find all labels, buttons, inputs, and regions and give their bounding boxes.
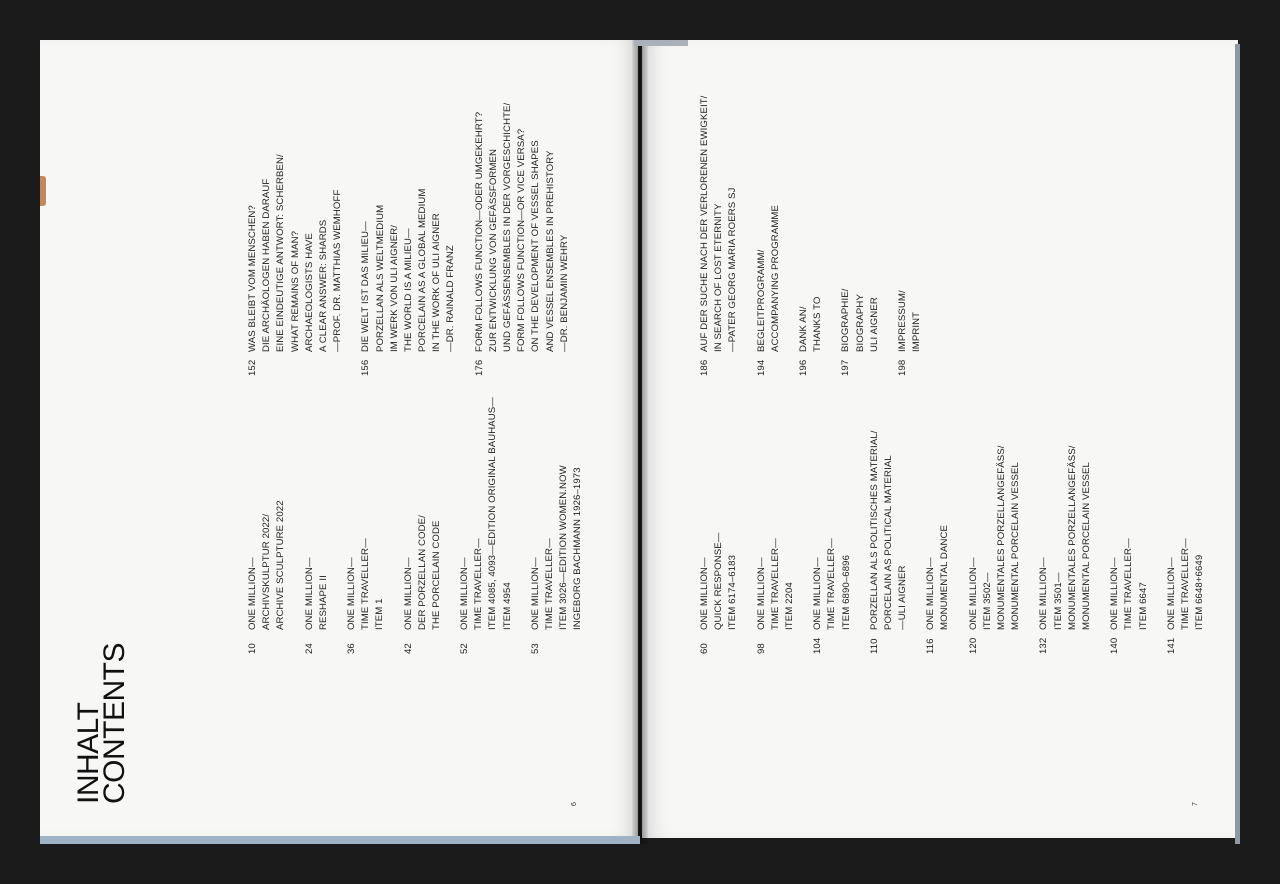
toc-entry: [402, 397, 445, 654]
toc-line: —PATER GEORG MARIA ROERS SJ: [727, 187, 739, 352]
contents-title: [72, 643, 131, 804]
toc-entry-title: [1108, 538, 1151, 630]
toc-entry-title: [924, 525, 952, 630]
toc-line: DIE WELT IST DAS MILIEU—: [360, 221, 372, 352]
toc-entry-title: [359, 189, 458, 352]
toc-line: TIME TRAVELLER—: [360, 538, 372, 630]
toc-page-number: 196: [797, 359, 809, 376]
toc-line: IM WERK VON ULI AIGNER/: [388, 224, 400, 352]
toc-entry-title: [797, 297, 825, 352]
toc-entry: [797, 96, 825, 376]
toc-line: BIOGRAPHY: [854, 294, 866, 352]
toc-page-number: 140: [1109, 637, 1121, 654]
toc-line: IMPRESSUM/: [896, 290, 908, 352]
toc-line: ONE MILLION—: [247, 557, 258, 630]
toc-entry-title: [896, 290, 924, 352]
toc-line: BIOGRAPHIE/: [840, 288, 852, 352]
toc-line: —ULI AIGNER: [897, 565, 909, 630]
toc-line: THE PORCELAIN CODE: [430, 520, 442, 630]
toc-entry-title: [246, 500, 289, 630]
toc-entry-title: [458, 397, 515, 630]
toc-right-upper: [698, 96, 924, 376]
toc-line: TIME TRAVELLER—: [544, 538, 555, 630]
toc-entry: [246, 397, 289, 654]
toc-line: THANKS TO: [812, 296, 824, 352]
toc-entry: [529, 397, 586, 654]
folio-right: 7: [1192, 802, 1199, 806]
toc-line: PORZELLAN ALS POLITISCHES MATERIAL/: [868, 430, 880, 630]
toc-left-lower: [246, 397, 586, 654]
toc-page-number: 116: [925, 638, 937, 654]
toc-entry-title: [698, 533, 741, 630]
toc-line: ITEM 6648+6649: [1194, 554, 1206, 630]
toc-entry: [967, 430, 1024, 654]
toc-line: UND GEFÄSSENSEMBLES IN DER VORGESCHICHTE/: [502, 102, 513, 352]
toc-page-number: 120: [967, 637, 979, 654]
toc-entry-title: [529, 465, 586, 630]
toc-entry: [811, 430, 854, 654]
toc-page-number: 42: [402, 643, 414, 654]
toc-line: IN SEARCH OF LOST ETERNITY: [713, 203, 725, 352]
toc-entry: [303, 397, 331, 654]
page-block-edge: [1235, 44, 1240, 844]
toc-line: ONE MILLION—: [812, 557, 824, 630]
toc-line: MONUMENTAL DANCE: [939, 524, 951, 630]
toc-line: ONE MILLION—: [699, 557, 710, 630]
toc-entry-title: [755, 205, 783, 352]
right-page: [642, 40, 1238, 838]
toc-line: TIME TRAVELLER—: [473, 538, 485, 630]
toc-page-number: 156: [360, 359, 372, 376]
toc-page-number: 10: [247, 643, 258, 654]
toc-line: DIE ARCHÄOLOGEN HABEN DARAUF: [261, 178, 273, 352]
toc-page-number: 186: [699, 359, 710, 376]
toc-line: EINE EINDEUTIGE ANTWORT: SCHERBEN/: [275, 154, 287, 352]
toc-entry-title: [1165, 538, 1208, 630]
toc-line: ITEM 1: [374, 598, 386, 630]
toc-line: ARCHIVSKULPTUR 2022/: [261, 513, 273, 630]
toc-line: ITEM 3026—EDITION WOMEN.NOW: [558, 465, 570, 630]
toc-line: A CLEAR ANSWER: SHARDS: [317, 219, 329, 352]
toc-page-number: 198: [896, 359, 908, 376]
toc-right-lower: [698, 430, 1207, 654]
toc-line: ITEM 2204: [783, 582, 795, 630]
toc-line: ITEM 3502—: [981, 572, 993, 630]
toc-entry: [458, 397, 515, 654]
toc-line: ITEM 6174–6183: [727, 554, 739, 630]
toc-page-number: 52: [459, 643, 471, 654]
toc-page-number: 104: [812, 637, 824, 654]
toc-entry-title: [246, 154, 345, 352]
toc-line: ITEM 6890–6896: [840, 554, 852, 630]
toc-line: TIME TRAVELLER—: [769, 538, 781, 630]
toc-entry-title: [402, 515, 445, 630]
toc-page-number: 176: [473, 359, 485, 376]
toc-line: AUF DER SUCHE NACH DER VERLORENEN EWIGKEIT/: [699, 95, 710, 352]
toc-entry: [698, 96, 741, 376]
toc-entry-title: [868, 430, 911, 630]
toc-entry: [896, 96, 924, 376]
toc-line: ACCOMPANYING PROGRAMME: [769, 204, 781, 352]
toc-line: INGEBORG BACHMANN 1926–1973: [572, 467, 584, 630]
toc-line: THE WORLD IS A MILIEU—: [402, 228, 414, 352]
toc-line: MONUMENTAL PORCELAIN VESSEL: [1010, 462, 1022, 630]
toc-entry-title: [839, 289, 882, 352]
toc-entry: [755, 96, 783, 376]
toc-entry: [924, 430, 952, 654]
toc-line: IMPRINT: [911, 311, 923, 352]
toc-line: BEGLEITPROGRAMM/: [755, 249, 767, 352]
toc-line: MONUMENTALES PORZELLANGEFÄSS/: [996, 445, 1007, 630]
toc-page-number: 132: [1038, 637, 1050, 654]
toc-line: —PROF. DR. MATTHIAS WEMHOFF: [332, 189, 344, 352]
toc-page-number: 110: [868, 638, 880, 654]
toc-line: TIME TRAVELLER—: [1179, 538, 1191, 630]
toc-line: AND VESSEL ENSEMBLES IN PREHISTORY: [544, 150, 556, 352]
toc-line: ONE MILLION—: [1038, 557, 1050, 630]
toc-line: ONE MILLION—: [303, 557, 315, 630]
toc-line: ONE MILLION—: [345, 557, 357, 630]
page-tab-marker: [40, 176, 46, 206]
toc-line: ULI AIGNER: [868, 297, 880, 352]
page-top-edge: [634, 40, 688, 46]
spine-shadow: [632, 40, 648, 844]
toc-line: ONE MILLION—: [755, 557, 767, 630]
cover-edge: [40, 836, 640, 844]
toc-line: ONE MILLION—: [1109, 557, 1121, 630]
toc-page-number: 197: [840, 359, 852, 376]
toc-entry: [1108, 430, 1151, 654]
toc-line: QUICK RESPONSE—: [713, 532, 725, 630]
toc-entry: [1165, 430, 1208, 654]
toc-line: ITEM 6647: [1137, 582, 1149, 630]
toc-page-number: 60: [699, 643, 710, 654]
left-page: [40, 40, 638, 838]
toc-line: PORCELAIN AS A GLOBAL MEDIUM: [417, 188, 429, 352]
title-english: CONTENTS: [98, 643, 131, 804]
toc-entry: [345, 397, 388, 654]
toc-line: ONE MILLION—: [967, 557, 979, 630]
toc-line: ONE MILLION—: [402, 557, 414, 630]
toc-page-number: 152: [247, 359, 258, 376]
toc-line: IN THE WORK OF ULI AIGNER: [431, 213, 443, 352]
toc-line: TIME TRAVELLER—: [826, 538, 838, 630]
toc-line: ON THE DEVELOPMENT OF VESSEL SHAPES: [530, 140, 542, 352]
toc-line: FORM FOLLOWS FUNCTION—ODER UMGEKEHRT?: [473, 111, 485, 352]
toc-line: —DR. BENJAMIN WEHRY: [558, 234, 570, 352]
toc-line: ITEM 4085, 4093—EDITION ORIGINAL BAUHAUS—: [487, 397, 499, 630]
toc-entry: [1037, 430, 1094, 654]
toc-page-number: 53: [529, 643, 541, 654]
toc-line: ITEM 4954: [501, 582, 513, 630]
toc-page-number: 141: [1165, 637, 1177, 654]
toc-line: MONUMENTAL PORCELAIN VESSEL: [1080, 462, 1092, 630]
toc-line: WAS BLEIBT VOM MENSCHEN?: [247, 205, 258, 352]
toc-line: ONE MILLION—: [1165, 557, 1177, 630]
book-spread: [40, 40, 1240, 844]
toc-page-number: 36: [345, 643, 357, 654]
toc-line: MONUMENTALES PORZELLANGEFÄSS/: [1066, 445, 1078, 630]
toc-entry-title: [345, 538, 388, 630]
toc-line: PORCELAIN AS POLITICAL MATERIAL: [882, 455, 894, 630]
toc-entry: [755, 430, 798, 654]
toc-entry-title: [303, 557, 331, 630]
toc-page-number: 24: [303, 643, 315, 654]
toc-line: DANK AN/: [797, 306, 809, 352]
toc-line: ONE MILLION—: [925, 557, 937, 630]
toc-line: —DR. RAINALD FRANZ: [445, 245, 457, 352]
toc-line: ARCHIVE SCULPTURE 2022: [275, 500, 287, 630]
toc-line: ONE MILLION—: [529, 557, 541, 630]
toc-line: FORM FOLLOWS FUNCTION—OR VICE VERSA?: [516, 128, 528, 352]
toc-entry-title: [698, 96, 741, 352]
title-german: INHALT: [72, 702, 105, 804]
toc-line: PORZELLAN ALS WELTMEDIUM: [374, 204, 386, 352]
toc-entry: [698, 430, 741, 654]
toc-line: WHAT REMAINS OF MAN?: [289, 230, 301, 352]
toc-entry: [359, 103, 458, 376]
toc-line: ARCHAEOLOGISTS HAVE: [303, 232, 315, 352]
toc-entry-title: [811, 538, 854, 630]
toc-entry: [868, 430, 911, 654]
folio-left: 6: [571, 802, 578, 806]
toc-line: ITEM 3501—: [1052, 572, 1064, 630]
toc-entry: [839, 96, 882, 376]
toc-page-number: 98: [755, 643, 767, 654]
toc-line: TIME TRAVELLER—: [1123, 538, 1135, 630]
toc-left-upper: [246, 103, 572, 376]
toc-entry: [473, 103, 572, 376]
toc-line: DER PORZELLAN CODE/: [416, 515, 428, 630]
toc-line: ZUR ENTWICKLUNG VON GEFÄSSFORMEN: [487, 148, 499, 352]
toc-page-number: 194: [755, 359, 767, 376]
toc-entry-title: [967, 445, 1024, 630]
toc-entry-title: [473, 103, 572, 352]
toc-entry: [246, 103, 345, 376]
toc-line: RESHAPE II: [317, 575, 329, 630]
toc-line: ONE MILLION—: [459, 557, 471, 630]
toc-entry-title: [755, 538, 798, 630]
toc-entry-title: [1037, 445, 1094, 630]
